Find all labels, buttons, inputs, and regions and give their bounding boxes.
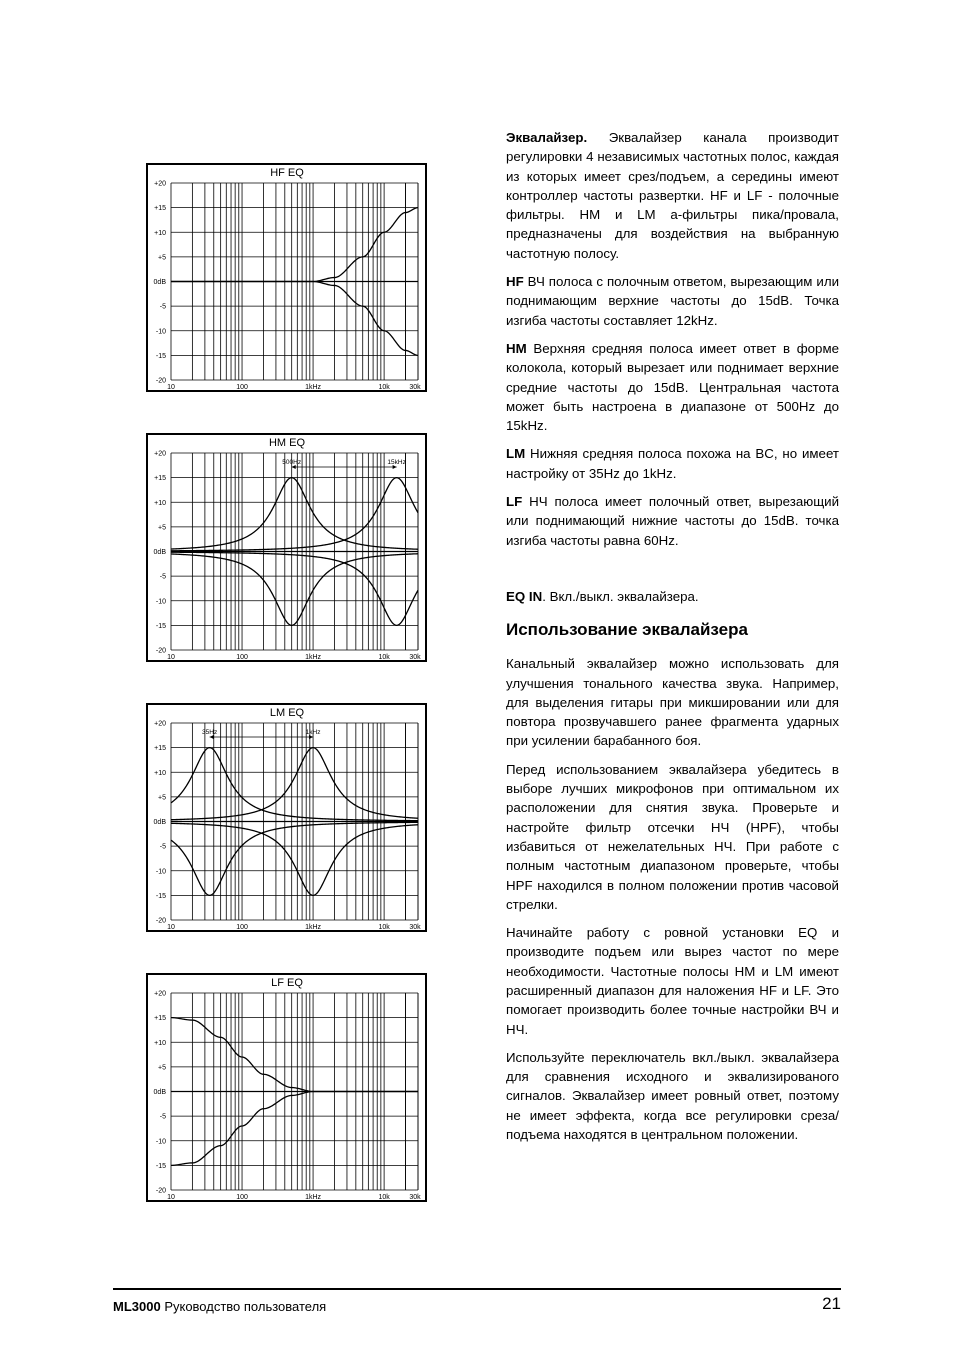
x-tick-label: 10k — [378, 384, 390, 391]
chart-title: LF EQ — [271, 977, 303, 989]
y-tick-label: +15 — [154, 475, 166, 483]
text-column — [506, 128, 839, 1153]
y-tick-label: 0dB — [153, 819, 166, 826]
y-tick-label: +5 — [158, 254, 166, 262]
hm-paragraph — [506, 339, 839, 435]
x-tick-label: 10k — [378, 1194, 390, 1201]
lf-lead: LF — [506, 494, 523, 510]
page-number: 21 — [822, 1294, 841, 1313]
x-tick-label: 10k — [378, 924, 390, 931]
hm-eq-chart — [146, 433, 427, 662]
y-tick-label: -10 — [155, 1138, 166, 1146]
y-tick-label: -5 — [159, 1113, 166, 1121]
x-tick-label: 10 — [167, 1194, 175, 1201]
x-tick-label: 100 — [236, 654, 248, 661]
x-tick-label: 1kHz — [305, 924, 322, 931]
range-label-right: 1kHz — [305, 729, 321, 736]
y-tick-label: +5 — [158, 794, 166, 802]
y-tick-label: -15 — [155, 352, 166, 360]
x-tick-label: 30k — [409, 384, 421, 391]
y-tick-label: +20 — [154, 720, 166, 728]
y-tick-label: -20 — [155, 1187, 166, 1195]
y-tick-label: +15 — [154, 1015, 166, 1023]
eq-intro-lead: Эквалайзер. — [506, 130, 588, 145]
x-tick-label: 10 — [167, 654, 175, 661]
eq-intro-body: Эквалайзер канала производит регулировки 4 независимых частотных полос, каждая из которых имеет срез/подъем, а середины имеют контроллер частоты развертки. HF и LF - полочные фильтры. HM и LM а-фильтры пика/провала, предназначены для воздействия на выбранную частотную полосу. — [506, 130, 839, 261]
chart-title: HF EQ — [270, 167, 304, 179]
section-title: Использование эквалайзера — [506, 620, 748, 640]
lm-eq-chart — [146, 703, 427, 932]
lm-eq-chart-svg — [146, 703, 427, 932]
x-tick-label: 10 — [167, 384, 175, 391]
hm-body: Верхняя средняя полоса имеет ответ в форме колокола, который вырезает или поднимает верхние средние частоты до 15dB. Центральная частота может быть настроена в диапазоне от 500Hz до 15kHz. — [506, 340, 839, 434]
footer-title-text: Руководство пользователя — [160, 1299, 327, 1314]
y-tick-label: -15 — [155, 622, 166, 630]
x-tick-label: 1kHz — [305, 654, 322, 661]
hm-lead: HM — [506, 340, 527, 356]
eq-intro-paragraph — [506, 128, 839, 263]
footer-title — [113, 1299, 326, 1314]
y-tick-label: +20 — [154, 990, 166, 998]
y-tick-label: 0dB — [153, 1089, 166, 1096]
y-tick-label: -10 — [155, 328, 166, 336]
hf-eq-chart — [146, 163, 427, 392]
y-tick-label: +15 — [154, 745, 166, 753]
lf-body: НЧ полоса имеет полочный ответ, вырезающий или поднимающий нижние частоты до 15dB. точка изгиба частоты равна 60Hz. — [506, 494, 839, 548]
x-tick-label: 1kHz — [305, 384, 322, 391]
x-tick-label: 30k — [409, 654, 421, 661]
y-tick-label: -20 — [155, 377, 166, 385]
usage-paragraph-4: Используйте переключатель вкл./выкл. эквалайзера для сравнения исходного и эквализированого сигналов. Эквалайзер имеет ровный ответ, поэтому не имеет эффекта, когда все регулировки среза/подъема находятся в центральном положении. — [506, 1049, 839, 1143]
lm-body: Нижняя средняя полоса похожа на BC, но имеет настройку от 35Hz до 1kHz. — [506, 446, 839, 481]
footer-divider — [113, 1288, 841, 1290]
usage-paragraph-1: Канальный эквалайзер можно использовать для улучшения тонального качества звука. Например, для выделения гитары при микшировании или для повтора прозвучавшего ранее фрагмента ударных при усилении барабанного боя. — [506, 656, 839, 749]
y-tick-label: -10 — [155, 868, 166, 876]
lf-eq-chart — [146, 973, 427, 1202]
y-tick-label: +10 — [154, 499, 166, 507]
usage-paragraph-2: Перед использованием эквалайзера убедитесь в выборе лучших микрофонов при оптимальном их расположении для снятия звука. Проверьте и настройте фильтр отсечки НЧ (HPF), чтобы избавиться от нежелательных НЧ. При работе с полным частотным диапазоном проверьте, чтобы HPF находился в полном положении против часовой стрелки. — [506, 761, 839, 912]
hf-eq-chart-svg — [146, 163, 427, 392]
y-tick-label: +20 — [154, 450, 166, 458]
x-tick-label: 100 — [236, 924, 248, 931]
x-tick-label: 30k — [409, 1194, 421, 1201]
lf-paragraph — [506, 492, 839, 550]
y-tick-label: -15 — [155, 892, 166, 900]
lm-lead: LM — [506, 446, 526, 462]
y-tick-label: -5 — [159, 843, 166, 851]
chart-title: HM EQ — [268, 437, 306, 449]
lf-eq-chart-svg — [146, 973, 427, 1202]
eq-in-paragraph — [506, 587, 839, 606]
eq-in-lead: EQ IN — [506, 588, 543, 604]
y-tick-label: +10 — [154, 1039, 166, 1047]
y-tick-label: -10 — [155, 598, 166, 606]
y-tick-label: +20 — [154, 180, 166, 188]
range-label-left: 500Hz — [282, 459, 302, 466]
range-label-right: 15kHz — [387, 459, 406, 466]
x-tick-label: 10k — [378, 654, 390, 661]
eq-in-body: . Вкл./выкл. эквалайзера. — [542, 588, 699, 604]
y-tick-label: 0dB — [153, 549, 166, 556]
usage-paragraph-3: Начинайте работу с ровной установки EQ и производите подъем или вырез частот по мере необходимости. Частотные полосы HM и LM имеют расширенный диапазон для наложения HF и LF. Это помогает производить более точные настройки ВЧ и НЧ. — [506, 925, 839, 1037]
y-tick-label: -15 — [155, 1162, 166, 1170]
hf-body: ВЧ полоса с полочным ответом, вырезающим или поднимающим верхние частоты до 15dB. Точка изгиба частоты составляет 12kHz. — [506, 274, 839, 328]
lm-paragraph — [506, 444, 839, 483]
y-tick-label: -20 — [155, 647, 166, 655]
x-tick-label: 100 — [236, 384, 248, 391]
y-tick-label: -20 — [155, 917, 166, 925]
footer-model: ML3000 — [113, 1299, 161, 1314]
x-tick-label: 10 — [167, 924, 175, 931]
y-tick-label: +10 — [154, 769, 166, 777]
x-tick-label: 30k — [409, 924, 421, 931]
y-tick-label: +5 — [158, 1064, 166, 1072]
y-tick-label: -5 — [159, 573, 166, 581]
x-tick-label: 100 — [236, 1194, 248, 1201]
y-tick-label: 0dB — [153, 279, 166, 286]
y-tick-label: +15 — [154, 205, 166, 213]
chart-title: LM EQ — [269, 707, 305, 719]
x-tick-label: 1kHz — [305, 1194, 322, 1201]
hf-paragraph — [506, 272, 839, 330]
range-label-left: 35Hz — [202, 729, 218, 736]
hf-lead: HF — [506, 274, 524, 290]
y-tick-label: +5 — [158, 524, 166, 532]
y-tick-label: +10 — [154, 229, 166, 237]
hm-eq-chart-svg — [146, 433, 427, 662]
y-tick-label: -5 — [159, 303, 166, 311]
